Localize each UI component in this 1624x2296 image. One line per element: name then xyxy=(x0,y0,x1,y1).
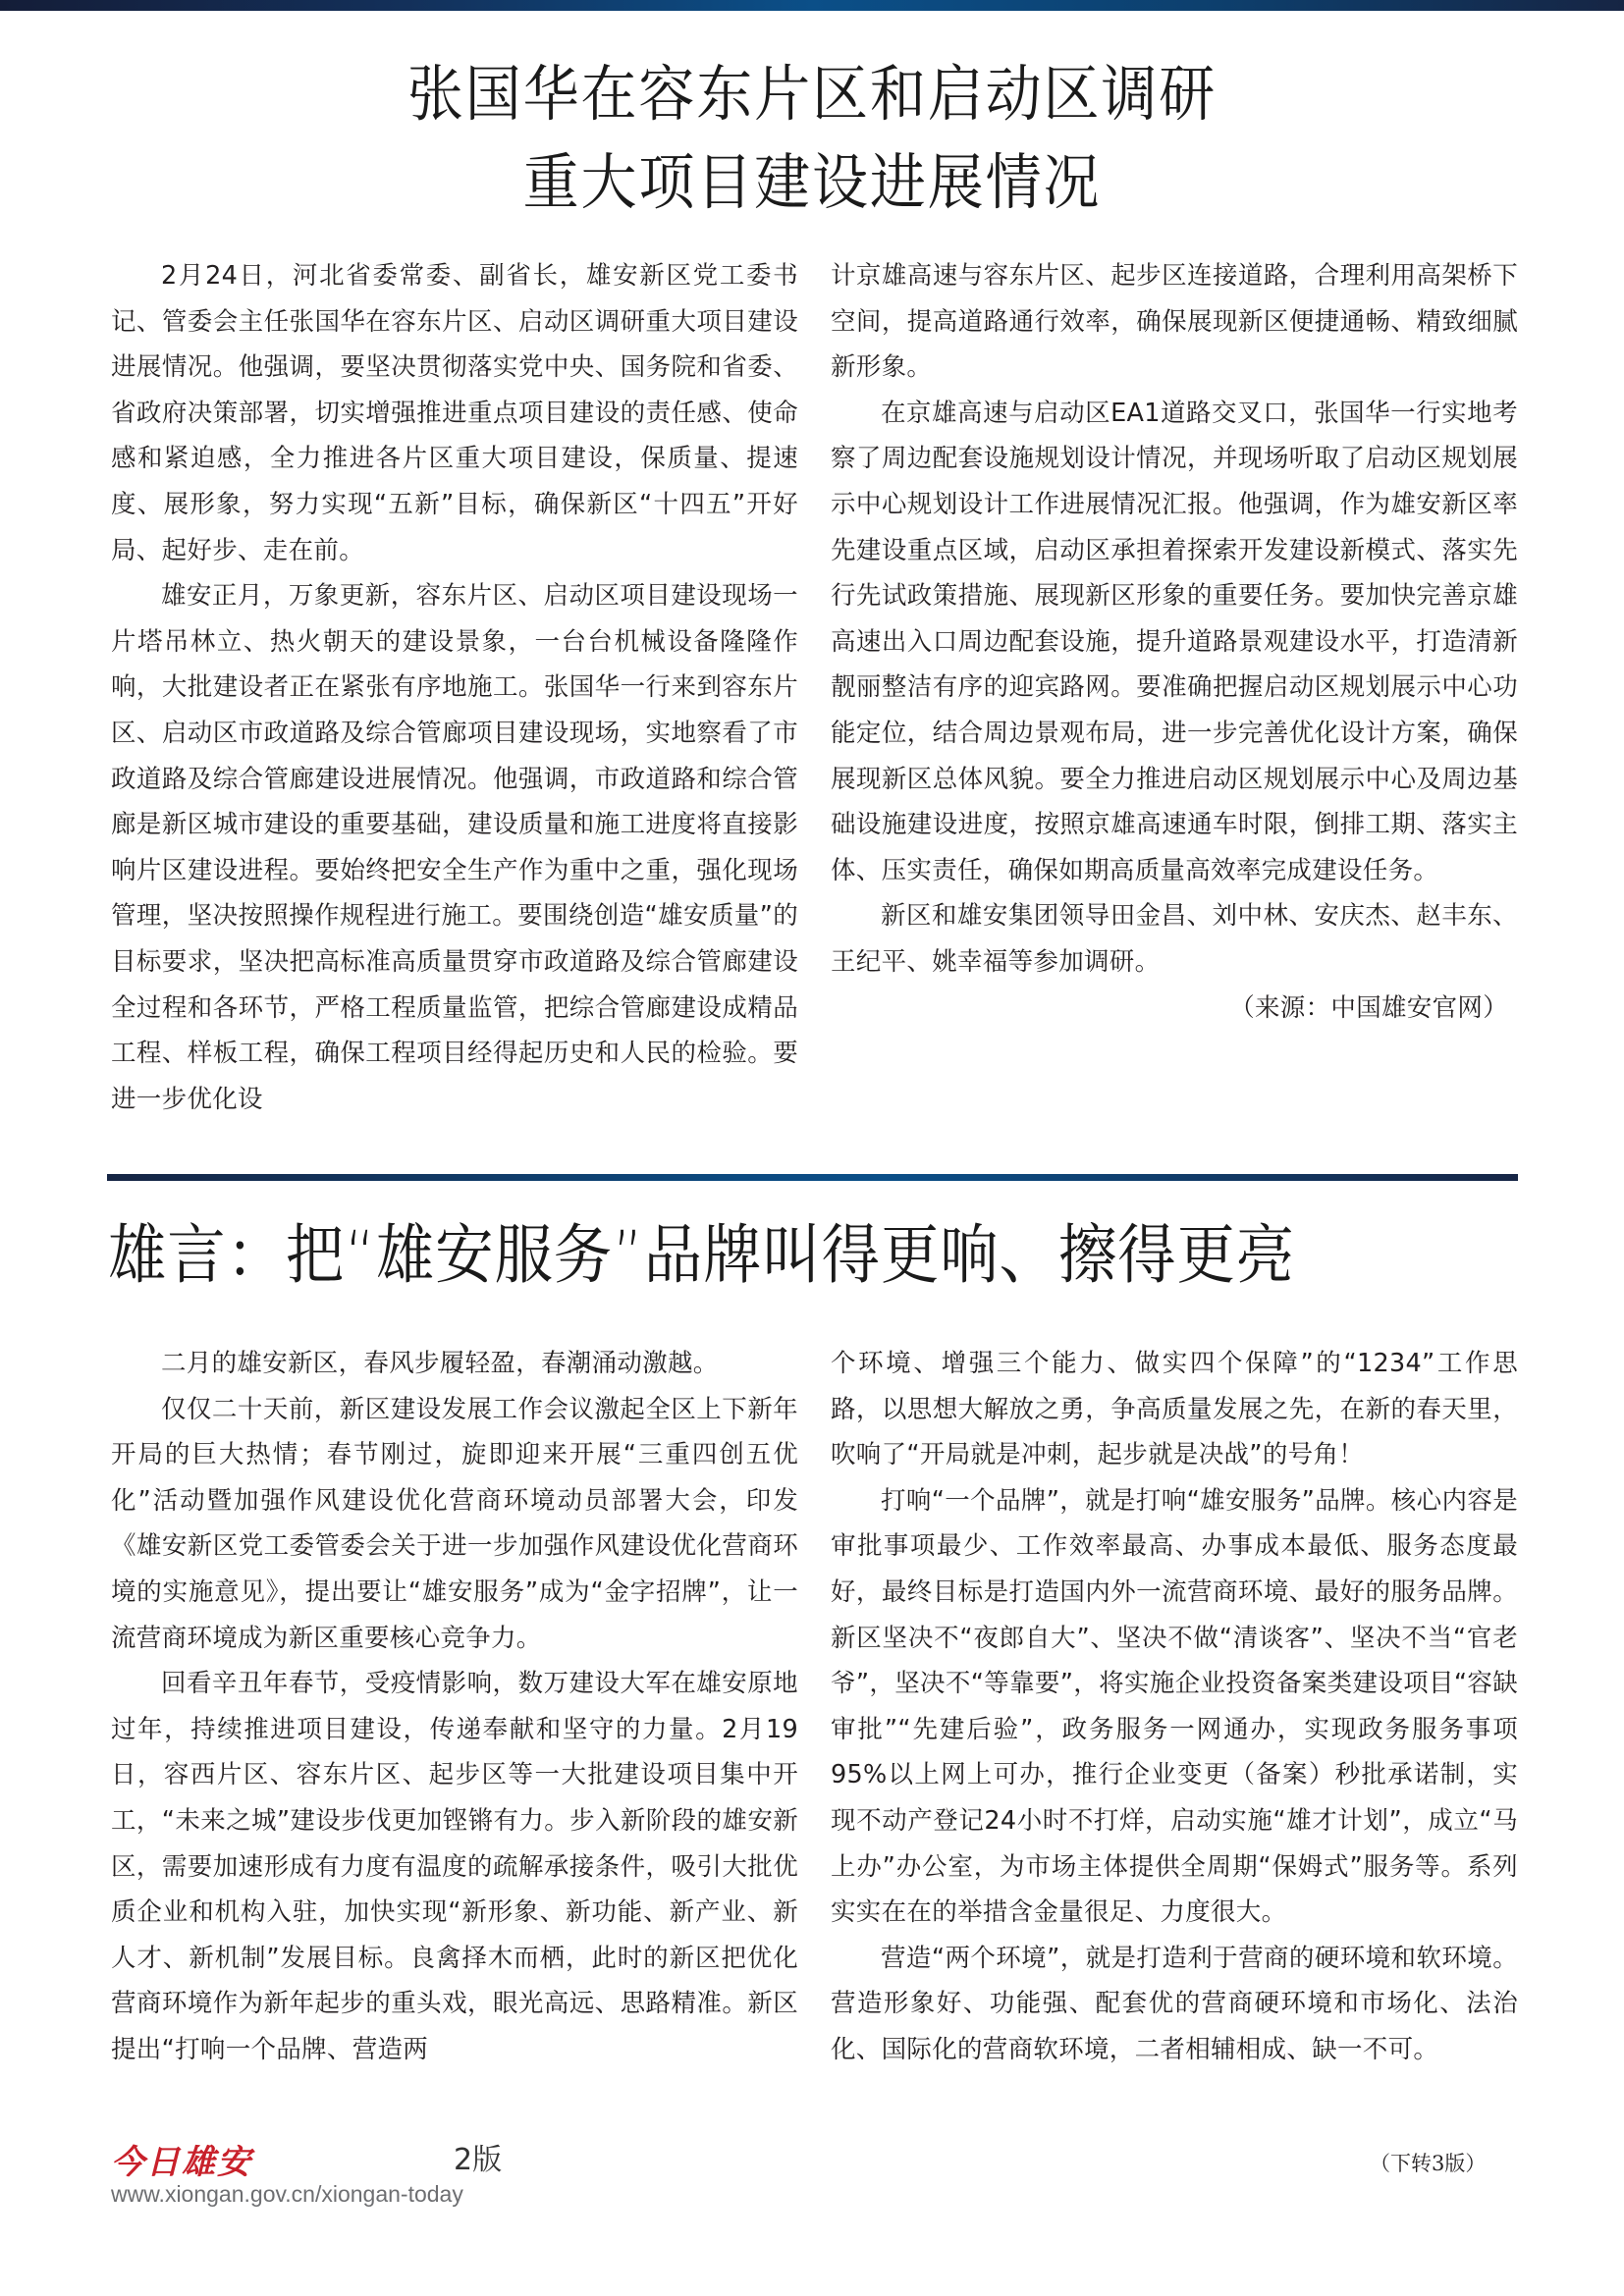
article1-paragraph: 在京雄高速与启动区EA1道路交叉口，张国华一行实地考察了周边配套设施规划设计情况，并现场听取了启动区规划展示中心规划设计工作进展情况汇报。他强调，作为雄安新区率先建设重点区域，启动区承担着探索开发建设新模式、落实先行先试政策措施、展现新区形象的重要任务。要加快完善京雄高速出入口周边配套设施，提升道路景观建设水平，打造清新靓丽整洁有序的迎宾路网。要准确把握启动区规划展示中心功能定位，结合周边景观布局，进一步完善优化设计方案，确保展现新区总体风貌。要全力推进启动区规划展示中心及周边基础设施建设进度，按照京雄高速通车时限，倒排工期、落实主体、压实责任，确保如期高质量高效率完成建设任务。 xyxy=(831,398,1518,885)
article2-left-column xyxy=(111,1341,798,2073)
article1-left-column xyxy=(111,253,798,1122)
article2-title: 雄言：把“雄安服务”品牌叫得更响、擦得更亮 xyxy=(108,1217,1296,1293)
article1-paragraph: 2月24日，河北省委常委、副省长，雄安新区党工委书记、管委会主任张国华在容东片区、启动区调研重大项目建设进展情况。他强调，要坚决贯彻落实党中央、国务院和省委、省政府决策部署，切实增强推进重点项目建设的责任感、使命感和紧迫感，全力推进各片区重大项目建设，保质量、提速度、展形象，努力实现“五新”目标，确保新区“十四五”开好局、起好步、走在前。 xyxy=(111,261,798,565)
section-divider xyxy=(107,1174,1518,1181)
article2-paragraph: 打响“一个品牌”，就是打响“雄安服务”品牌。核心内容是审批事项最少、工作效率最高、办事成本最低、服务态度最好，最终目标是打造国内外一流营商环境、最好的服务品牌。新区坚决不“夜郎自大”、坚决不做“清谈客”、坚决不当“官老爷”，坚决不“等靠要”，将实施企业投资备案类建设项目“容缺审批”“先建后验”，政务服务一网通办，实现政务服务事项95%以上网上可办，推行企业变更（备案）秒批承诺制，实现不动产登记24小时不打烊，启动实施“雄才计划”，成立“马上办”办公室，为市场主体提供全周期“保姆式”服务等。系列实实在在的举措含金量很足、力度很大。 xyxy=(831,1485,1518,1928)
article1-title-line2: 重大项目建设进展情况 xyxy=(522,146,1102,218)
article2-paragraph: 营造“两个环境”，就是打造利于营商的硬环境和软环境。营造形象好、功能强、配套优的营商硬环境和市场化、法治化、国际化的营商软环境，二者相辅相成、缺一不可。 xyxy=(831,1943,1518,2064)
article2-paragraph: 二月的雄安新区，春风步履轻盈，春潮涌动激越。 xyxy=(161,1349,719,1378)
footer-url-link[interactable]: www.xiongan.gov.cn/xiongan-today xyxy=(111,2181,463,2207)
newspaper-logo: 今日雄安 xyxy=(111,2143,252,2182)
top-decorative-bar xyxy=(0,0,1624,11)
article1-paragraph: 雄安正月，万象更新，容东片区、启动区项目建设现场一片塔吊林立、热火朝天的建设景象，一台台机械设备隆隆作响，大批建设者正在紧张有序地施工。张国华一行来到容东片区、启动区市政道路及综合管廊项目建设现场，实地察看了市政道路及综合管廊建设进展情况。他强调，市政道路和综合管廊是新区城市建设的重要基础，建设质量和施工进度将直接影响片区建设进程。要始终把安全生产作为重中之重，强化现场管理，坚决按照操作规程进行施工。要围绕创造“雄安质量”的目标要求，坚决把高标准高质量贯穿市政道路及综合管廊建设全过程和各环节，严格工程质量监管，把综合管廊建设成精品工程、样板工程，确保工程项目经得起历史和人民的检验。要进一步优化设 xyxy=(111,581,798,1114)
article1-paragraph: 计京雄高速与容东片区、起步区连接道路，合理利用高架桥下空间，提高道路通行效率，确保展现新区便捷通畅、精致细腻新形象。 xyxy=(831,261,1518,383)
article2-right-column xyxy=(831,1341,1518,2073)
article1-title-line1: 张国华在容东片区和启动区调研 xyxy=(406,58,1218,130)
article2-paragraph: 个环境、增强三个能力、做实四个保障”的“1234”工作思路，以思想大解放之勇，争高质量发展之先，在新的春天里，吹响了“开局就是冲刺，起步就是决战”的号角！ xyxy=(831,1349,1518,1470)
page-number-label: 2版 xyxy=(454,2143,503,2177)
continued-on-page-note: （下转3版） xyxy=(1370,2152,1487,2175)
article1-source: （来源：中国雄安官网） xyxy=(1229,992,1508,1023)
article2-paragraph: 回看辛丑年春节，受疫情影响，数万建设大军在雄安原地过年，持续推进项目建设，传递奉献和坚守的力量。2月19日，容西片区、容东片区、起步区等一大批建设项目集中开工，“未来之城”建设步伐更加铿锵有力。步入新阶段的雄安新区，需要加速形成有力度有温度的疏解承接条件，吸引大批优质企业和机构入驻，加快实现“新形象、新功能、新产业、新人才、新机制”发展目标。良禽择木而栖，此时的新区把优化营商环境作为新年起步的重头戏，眼光高远、思路精准。新区提出“打响一个品牌、营造两 xyxy=(111,1669,798,2064)
article1-right-column xyxy=(831,253,1518,1031)
article1-paragraph: 新区和雄安集团领导田金昌、刘中林、安庆杰、赵丰东、王纪平、姚幸福等参加调研。 xyxy=(831,901,1518,977)
article2-paragraph: 仅仅二十天前，新区建设发展工作会议激起全区上下新年开局的巨大热情；春节刚过，旋即迎来开展“三重四创五优化”活动暨加强作风建设优化营商环境动员部署大会，印发《雄安新区党工委管委会关于进一步加强作风建设优化营商环境的实施意见》，提出要让“雄安服务”成为“金字招牌”，让一流营商环境成为新区重要核心竞争力。 xyxy=(111,1394,798,1653)
